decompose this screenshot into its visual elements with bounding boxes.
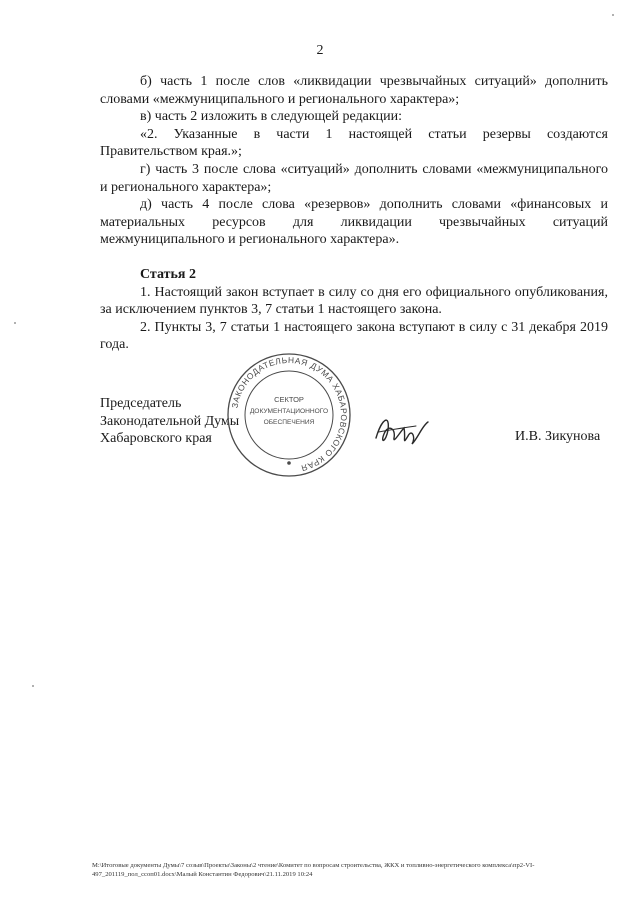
signatory-title-line: Хабаровского края	[100, 431, 212, 447]
article-paragraph-1: 1. Настоящий закон вступает в силу со дня его официального опубликования, за исключением пунктов 3, 7 статьи 1 настоящего закона.	[100, 284, 608, 318]
official-seal	[226, 352, 352, 478]
signatory-title	[100, 395, 239, 448]
paragraph-quote: «2. Указанные в части 1 настоящей статьи резервы создаются Правительством края.»;	[100, 126, 608, 160]
signatory-title-line: Законодательной Думы	[100, 413, 240, 429]
seal-center-text: СЕКТОР	[274, 395, 304, 404]
seal-inner-ring	[245, 371, 333, 459]
article-heading: Статья 2	[140, 266, 196, 282]
seal-center-text: ОБЕСПЕЧЕНИЯ	[263, 419, 315, 426]
seal-ring-text: ЗАКОНОДАТЕЛЬНАЯ ДУМА ХАБАРОВСКОГО КРАЯ	[229, 354, 350, 474]
paragraph-b: б) часть 1 после слов «ликвидации чрезвычайных ситуаций» дополнить словами «межмуниципального и регионального характера»;	[100, 74, 608, 107]
scan-speck	[14, 322, 16, 324]
paragraph-d: д) часть 4 после слова «резервов» дополнить словами «финансовых и материальных ресурсов для ликвидации чрезвычайных ситуаций межмуниципального и регионального характера».	[100, 197, 608, 248]
signatory-name: И.В. Зикунова	[515, 429, 601, 444]
seal-center-text: ДОКУМЕНТАЦИОННОГО	[249, 408, 329, 415]
signatory-title-line: Председатель	[100, 396, 182, 411]
seal-star-mark	[287, 461, 291, 465]
page-number: 2	[316, 43, 324, 58]
seal-outer-ring	[228, 354, 350, 476]
document-body	[100, 73, 608, 354]
scan-speck	[32, 685, 34, 687]
handwritten-signature	[372, 408, 432, 452]
file-path-footer: M:\Итоговые документы Думы\7 созыв\Проекты\Законы\2 чтение\Комитет по вопросам строительства, ЖКХ и топливно-энергетического комплекса\пр2-VI-497_201119_пол_ссоп01.docx\Малый Константин Федорович\21.11.2019 10:24	[92, 862, 535, 878]
scan-speck	[612, 14, 614, 16]
article-paragraph-2: 2. Пункты 3, 7 статьи 1 настоящего закона вступают в силу с 31 декабря 2019 года.	[100, 319, 608, 353]
paragraph-v: в) часть 2 изложить в следующей редакции:	[140, 109, 403, 125]
paragraph-g: г) часть 3 после слова «ситуаций» дополнить словами «межмуниципального и регионального характера»;	[100, 161, 608, 195]
